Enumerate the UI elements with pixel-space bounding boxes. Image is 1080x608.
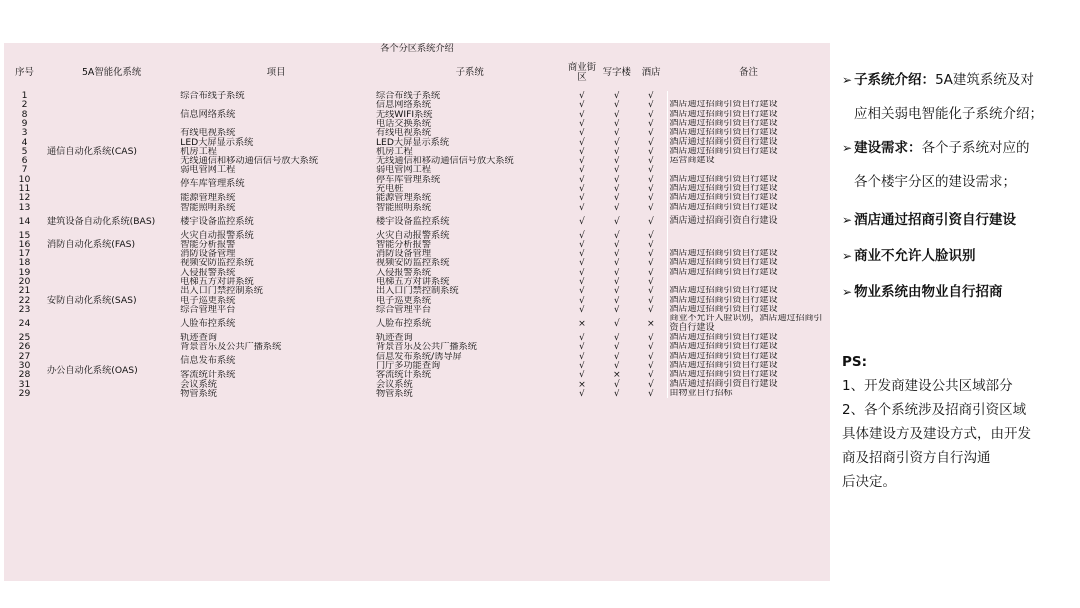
cell-remark: 酒店通过招商引资自行建设 [667,110,830,119]
systems-table-panel [4,43,830,581]
cell-hotel: √ [647,109,654,119]
cell-subsystem: 无线通信和移动通信信号放大系统 [375,156,514,166]
cell-remark: 酒店通过招商引资自行建设 [667,286,830,295]
cell-commercial: √ [579,202,585,212]
cell-hotel: √ [647,342,654,352]
cell-commercial: √ [579,342,585,352]
ps-line: 后决定。 [842,474,896,490]
cell-remark: 酒店通过招商引资自行建设 [667,268,830,277]
cell-subsystem: 电子巡更系统 [375,295,432,305]
cell-item: 视频安防监控系统 [180,258,254,268]
cell-hotel: √ [647,215,654,227]
cell-item: 综合管理平台 [180,304,236,315]
bullet-heading: 子系统介绍： [854,72,936,88]
cell-commercial: √ [579,239,585,250]
header-hotel: 酒店 [641,67,661,79]
header-commercial: 商业街区 [567,62,597,83]
cell-seq: 7 [21,165,28,175]
cell-item: 信息网络系统 [180,108,236,120]
cell-seq: 28 [18,370,31,380]
arrow-bullet-icon: ➢ [842,141,853,155]
cell-seq: 19 [18,267,31,277]
ps-line: 2、各个系统涉及招商引资区域 [842,402,1027,418]
cell-item: 会议系统 [180,379,217,389]
cell-remark: 酒店通过招商引资自行建设 [667,203,830,212]
cell-subsystem: 出入口门禁控制系统 [375,286,459,296]
cell-item: 电梯五方对讲系统 [180,276,254,287]
cell-hotel: √ [647,258,654,268]
cell-remark: 酒店通过招商引资自行建设 [667,352,830,361]
cell-item: 入侵报警系统 [180,267,236,277]
cell-remark: 酒店通过招商引资自行建设 [667,212,830,231]
cell-commercial: √ [579,156,585,166]
table-row [4,342,830,351]
cell-item: 综合布线子系统 [180,91,245,101]
cell-commercial: √ [579,91,585,101]
cell-office: √ [613,156,620,166]
cell-remark: 运营商建设 [667,156,830,165]
arrow-bullet-icon: ➢ [842,285,853,299]
cell-hotel: √ [647,230,654,240]
cell-commercial: √ [579,360,585,371]
cell-subsystem: 消防设备管理 [375,249,432,259]
cell-seq: 14 [18,215,31,227]
cell-seq: 2 [21,100,28,110]
cell-commercial: √ [579,215,585,227]
bullet-text: 各个子系统对应的 [921,140,1030,156]
group-bas: 建筑设备自动化系统(BAS) [46,215,156,227]
cell-commercial: √ [579,249,585,259]
group-oas: 办公自动化系统(OAS) [46,364,138,376]
cell-seq: 12 [18,193,31,203]
table-row [4,91,830,100]
cell-office: √ [613,351,620,361]
cell-remark: 酒店通过招商引资自行建设 [667,147,830,156]
ps-line: 1、开发商建设公共区域部分 [842,378,1013,394]
table-row [4,258,830,267]
cell-remark: 酒店通过招商引资自行建设 [667,305,830,314]
bullet-text: 物业系统由物业自行招商 [854,284,1003,300]
cell-commercial: √ [579,137,585,147]
cell-subsystem: 能源管理系统 [375,193,432,203]
ps-line: 商及招商引资方自行沟通 [842,450,991,466]
cell-commercial: √ [579,267,585,277]
cell-item: 停车库管理系统 [180,178,245,190]
cell-remark: 酒店通过招商引资自行建设 [667,249,830,258]
bullet-hotel-investment [842,208,1078,228]
cell-item: 物管系统 [180,388,217,399]
cell-office: √ [613,249,620,259]
bullet-heading: 建设需求： [854,140,922,156]
cell-commercial: × [578,317,586,329]
cell-item: 消防设备管理 [180,249,236,259]
cell-remark: 酒店通过招商引资自行建设 [667,137,830,146]
cell-remark: 由物业自行招标 [667,389,830,398]
cell-remark: 酒店通过招商引资自行建设 [667,333,830,342]
cell-hotel: √ [647,276,654,287]
cell-office: √ [613,239,620,250]
cell-commercial: √ [579,230,585,240]
cell-remark [667,230,830,239]
cell-office: √ [613,276,620,287]
cell-seq: 23 [18,304,31,315]
cell-hotel: √ [647,304,654,315]
cell-subsystem: 综合布线子系统 [375,91,441,101]
bullet-no-face-recognition [842,244,1078,264]
cell-item: 智能分析报警 [180,239,236,250]
cell-subsystem: 电话交换系统 [375,118,432,129]
cell-remark: 酒店通过招商引资自行建设 [667,370,830,379]
cell-item: 有线电视系统 [180,128,236,138]
cell-subsystem: 人脸布控系统 [375,317,432,329]
cell-item: 出入口门禁控制系统 [180,286,263,296]
bullet-text: 5A建筑系统及对 [935,72,1034,88]
cell-office: √ [613,146,620,157]
cell-office: √ [613,202,620,212]
cell-commercial: √ [579,333,585,343]
cell-seq: 20 [18,276,31,287]
cell-item: 弱电管网工程 [180,165,236,175]
cell-seq: 1 [21,91,28,101]
cell-item: 智能照明系统 [180,202,236,212]
cell-seq: 16 [18,239,31,250]
cell-commercial: √ [579,351,585,361]
cell-hotel: √ [647,379,654,389]
cell-subsystem: 信息发布系统/诱导屏 [375,351,462,361]
cell-hotel: √ [647,165,654,175]
cell-remark: 酒店通过招商引资自行建设 [667,258,830,267]
cell-seq: 4 [21,137,28,147]
cell-remark: 酒店通过招商引资自行建设 [667,361,830,370]
cell-remark [667,165,830,174]
cell-seq: 29 [18,388,31,399]
cell-hotel: √ [647,388,654,399]
cell-office: √ [613,286,620,296]
cell-office: √ [613,258,620,268]
cell-office: √ [613,360,620,371]
cell-subsystem: 电梯五方对讲系统 [375,276,450,287]
header-subsystem: 子系统 [455,67,484,79]
cell-seq: 13 [18,202,31,212]
cell-office: √ [613,267,620,277]
cell-hotel: √ [647,333,654,343]
cell-remark: 商业不允许人脸识别，酒店通过招商引资自行建设 [667,314,830,333]
cell-seq: 22 [18,295,31,305]
cell-seq: 21 [18,286,31,296]
cell-office: √ [613,165,620,175]
cell-seq: 17 [18,249,31,259]
bullet-build-requirements [842,136,1078,156]
cell-remark: 酒店通过招商引资自行建设 [667,128,830,137]
cell-office: √ [613,128,620,138]
header-system: 5A智能化系统 [81,67,142,79]
cell-hotel: √ [647,137,654,147]
cell-seq: 10 [18,174,31,184]
ps-title: PS: [842,354,868,370]
cell-item: 信息发布系统 [180,355,236,367]
cell-remark [667,91,830,100]
cell-remark: 酒店通过招商引资自行建设 [667,296,830,305]
cell-subsystem: 楼宇设备监控系统 [375,215,450,227]
cell-subsystem: 视频安防监控系统 [375,258,450,268]
cell-hotel: √ [647,183,654,194]
cell-commercial: √ [579,100,585,110]
cell-hotel: √ [647,146,654,157]
cell-office: √ [613,174,620,184]
arrow-bullet-icon: ➢ [842,73,853,87]
cell-remark: 酒店通过招商引资自行建设 [667,175,830,184]
cell-subsystem: 智能分析报警 [375,239,432,250]
cell-commercial: √ [579,258,585,268]
cell-item: 火灾自动报警系统 [180,230,254,240]
cell-hotel: √ [647,286,654,296]
table-row [4,212,830,231]
cell-office: √ [613,100,620,110]
bullet-continuation: 应相关弱电智能化子系统介绍； [854,106,1043,122]
cell-hotel: √ [647,193,654,203]
header-seq: 序号 [15,67,34,79]
cell-hotel: √ [647,360,654,371]
cell-hotel: √ [647,156,654,166]
cell-seq: 9 [21,118,28,129]
cell-subsystem: 综合管理平台 [375,304,432,315]
cell-subsystem: 背景音乐及公共广播系统 [375,342,477,352]
cell-commercial: √ [579,146,585,157]
cell-office: √ [613,91,620,101]
cell-commercial: √ [579,193,585,203]
cell-subsystem: 机房工程 [375,146,413,157]
cell-remark: 酒店通过招商引资自行建设 [667,184,830,193]
cell-remark: 酒店通过招商引资自行建设 [667,119,830,128]
cell-seq: 25 [18,333,31,343]
cell-subsystem: 轨迹查询 [375,333,413,343]
cell-subsystem: 门厅多功能查询 [375,360,441,371]
arrow-bullet-icon: ➢ [842,249,853,263]
cell-seq: 11 [18,183,31,194]
ps-line: 具体建设方及建设方式，由开发 [842,426,1031,442]
cell-hotel: √ [647,118,654,129]
cell-commercial: √ [579,165,585,175]
cell-hotel: √ [647,351,654,361]
cell-office: √ [613,118,620,129]
cell-seq: 24 [18,317,31,329]
cell-commercial: √ [579,174,585,184]
cell-item: 电子巡更系统 [180,295,236,305]
cell-remark: 酒店通过招商引资自行建设 [667,193,830,202]
cell-office: √ [613,230,620,240]
cell-hotel: √ [647,91,654,101]
cell-commercial: × [578,379,586,389]
cell-hotel: √ [647,174,654,184]
cell-office: √ [613,137,620,147]
cell-remark: 酒店通过招商引资自行建设 [667,100,830,109]
header-remark: 备注 [739,67,758,79]
cell-commercial: √ [579,295,585,305]
cell-commercial: √ [579,286,585,296]
cell-subsystem: 无线WIFI系统 [375,109,433,119]
cell-office: √ [613,333,620,343]
bullet-continuation: 各个楼宇分区的建设需求； [854,174,1016,190]
cell-seq: 18 [18,258,31,268]
cell-item: 人脸布控系统 [180,317,236,329]
cell-subsystem: 会议系统 [375,379,413,389]
cell-commercial: √ [579,276,585,287]
cell-hotel: √ [647,100,654,110]
cell-hotel: √ [647,239,654,250]
cell-hotel: √ [647,249,654,259]
header-item: 项目 [266,67,286,79]
cell-commercial: √ [579,388,585,399]
cell-commercial: √ [579,109,585,119]
cell-office: √ [613,295,620,305]
cell-subsystem: 入侵报警系统 [375,267,432,277]
bullet-subsystem-intro [842,68,1078,88]
arrow-bullet-icon: ➢ [842,213,853,227]
cell-remark [667,240,830,249]
cell-remark: 酒店通过招商引资自行建设 [667,342,830,351]
cell-item: 楼宇设备监控系统 [180,215,254,227]
cell-seq: 6 [21,156,28,166]
bullet-text: 酒店通过招商引资自行建设 [854,212,1017,228]
cell-office: √ [613,183,620,194]
cell-seq: 30 [18,360,31,371]
cell-subsystem: 有线电视系统 [375,128,432,138]
cell-item: 机房工程 [180,146,217,157]
cell-hotel: √ [647,370,654,380]
cell-hotel: √ [647,202,654,212]
cell-seq: 15 [18,230,31,240]
cell-subsystem: 客流统计系统 [375,370,432,380]
cell-subsystem: 停车库管理系统 [375,174,441,184]
cell-office: √ [613,388,620,399]
cell-commercial: √ [579,128,585,138]
cell-commercial: √ [579,183,585,194]
systems-table [4,43,830,398]
cell-hotel: √ [647,128,654,138]
cell-seq: 27 [18,351,31,361]
cell-hotel: √ [647,267,654,277]
group-cas: 通信自动化系统(CAS) [46,145,137,157]
cell-subsystem: 物管系统 [375,388,413,399]
cell-office: √ [613,379,620,389]
cell-office: × [612,370,621,380]
cell-remark: 酒店通过招商引资自行建设 [667,379,830,388]
cell-item: 能源管理系统 [180,193,236,203]
cell-subsystem: 弱电管网工程 [375,165,432,175]
cell-hotel: × [647,317,655,329]
table-title: 各个分区系统介绍 [380,43,454,55]
cell-office: √ [613,317,620,329]
ps-notes [842,350,1078,494]
cell-item: 客流统计系统 [180,370,236,380]
cell-subsystem: 火灾自动报警系统 [375,230,450,240]
cell-subsystem: 智能照明系统 [375,202,432,212]
group-fas: 消防自动化系统(FAS) [46,238,136,250]
cell-subsystem: 充电桩 [375,183,404,194]
cell-item: 背景音乐及公共广播系统 [180,342,282,352]
cell-commercial: √ [579,118,585,129]
cell-office: √ [613,342,620,352]
cell-subsystem: 信息网络系统 [375,100,432,110]
cell-item: LED大屏显示系统 [180,137,254,147]
cell-office: √ [613,193,620,203]
cell-seq: 8 [21,109,28,119]
table-row [4,230,830,239]
cell-remark [667,277,830,286]
header-office: 写字楼 [602,67,631,79]
cell-seq: 26 [18,342,31,352]
cell-item: 无线通信和移动通信信号放大系统 [180,156,319,166]
cell-commercial: √ [579,304,585,315]
cell-item: 轨迹查询 [180,333,217,343]
cell-subsystem: LED大屏显示系统 [375,137,450,147]
cell-office: √ [613,215,620,227]
cell-commercial: √ [579,370,585,380]
cell-seq: 5 [21,146,28,157]
bullet-property-system [842,280,1078,300]
cell-office: √ [613,304,620,315]
cell-hotel: √ [647,295,654,305]
cell-seq: 3 [21,128,28,138]
group-sas: 安防自动化系统(SAS) [46,294,137,306]
cell-seq: 31 [18,379,31,389]
cell-office: √ [613,109,620,119]
notes-panel [842,62,1078,494]
bullet-text: 商业不允许人脸识别 [854,248,976,264]
